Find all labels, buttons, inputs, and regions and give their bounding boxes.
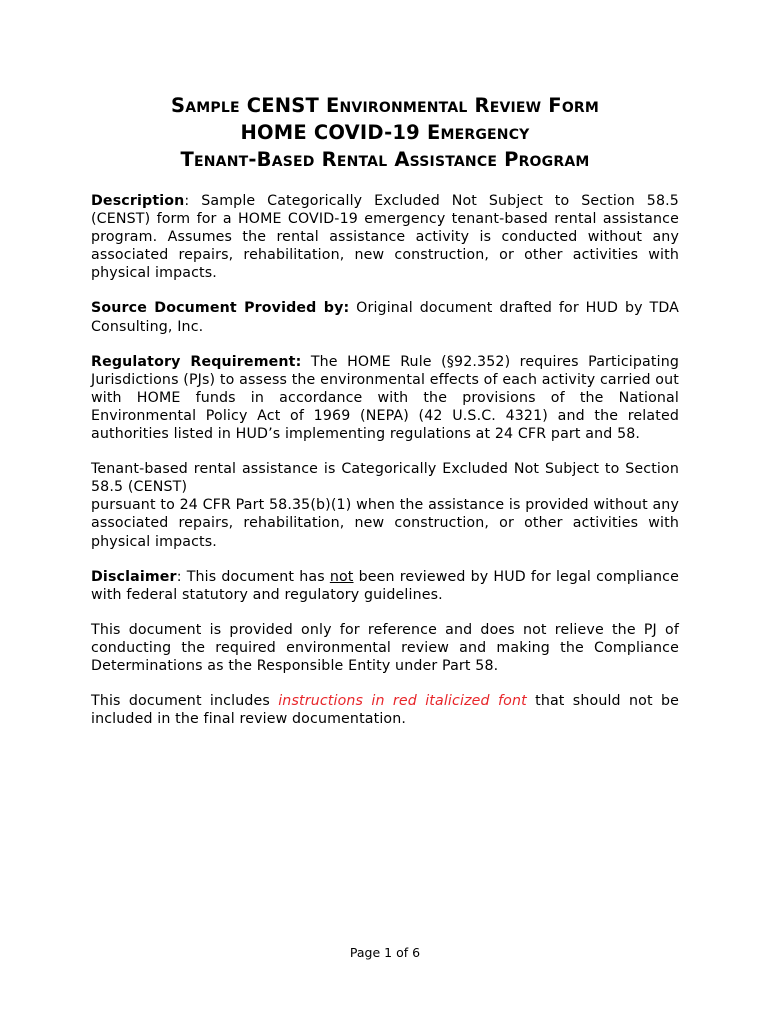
- tenant-paragraph: [91, 460, 679, 550]
- document-body: [91, 192, 679, 745]
- instructions-red-text: instructions in red italicized font: [278, 693, 527, 710]
- source-label: Source Document Provided by:: [91, 300, 350, 317]
- source-text: Original document drafted for HUD by TDA Consulting, Inc.: [91, 300, 680, 335]
- regulatory-paragraph: [91, 353, 679, 443]
- title-line-2: HOME COVID-19 Emergency: [240, 121, 530, 144]
- title-line-3: Tenant-Based Rental Assistance Program: [180, 148, 590, 171]
- disclaimer-paragraph: [91, 568, 679, 604]
- disclaimer-label: Disclaimer: [91, 568, 177, 585]
- description-paragraph: [91, 192, 679, 282]
- instructions-text-before: This document includes: [91, 693, 279, 710]
- description-text: : Sample Categorically Excluded Not Subject to Section 58.5 (CENST) form for a HOME COVID-19 emergency tenant-based rental assistance program. Assumes the rental assistance activity is conducted without any associated repairs, rehabilitation, new construction, or other activities with physical impacts.: [91, 193, 679, 282]
- disclaimer-underlined-word: not: [329, 568, 354, 585]
- title-line-1: Sample CENST Environmental Review Form: [170, 94, 600, 117]
- regulatory-label: Regulatory Requirement:: [91, 353, 302, 370]
- regulatory-text: The HOME Rule (§92.352) requires Participating Jurisdictions (PJs) to assess the environmental effects of each activity carried out with HOME funds in accordance with the provisions of the National Environmental Policy Act of 1969 (NEPA) (42 U.S.C. 4321) and the related authorities listed in HUD’s implementing regulations at 24 CFR part and 58.: [91, 353, 679, 443]
- page-number: Page 1 of 6: [349, 945, 421, 960]
- reference-text: This document is provided only for reference and does not relieve the PJ of conducting the required environmental review and making the Compliance Determinations as the Responsible Entity under Part 58.: [91, 621, 679, 674]
- reference-paragraph: [91, 621, 679, 675]
- page-footer: [0, 945, 770, 960]
- document-title: [60, 92, 710, 173]
- tenant-line-2: pursuant to 24 CFR Part 58.35(b)(1) when the assistance is provided without any associated repairs, rehabilitation, new construction, or other activities with physical impacts.: [91, 497, 679, 550]
- disclaimer-text-before: : This document has: [176, 568, 330, 585]
- disclaimer-text-after: been reviewed by HUD for legal compliance with federal statutory and regulatory guidelines.: [91, 568, 679, 603]
- instructions-paragraph: [91, 692, 679, 728]
- description-label: Description: [91, 193, 185, 209]
- source-paragraph: [91, 299, 679, 335]
- tenant-line-1: Tenant-based rental assistance is Categorically Excluded Not Subject to Section 58.5 (CENST): [91, 461, 679, 496]
- instructions-text-after: that should not be included in the final review documentation.: [91, 693, 679, 728]
